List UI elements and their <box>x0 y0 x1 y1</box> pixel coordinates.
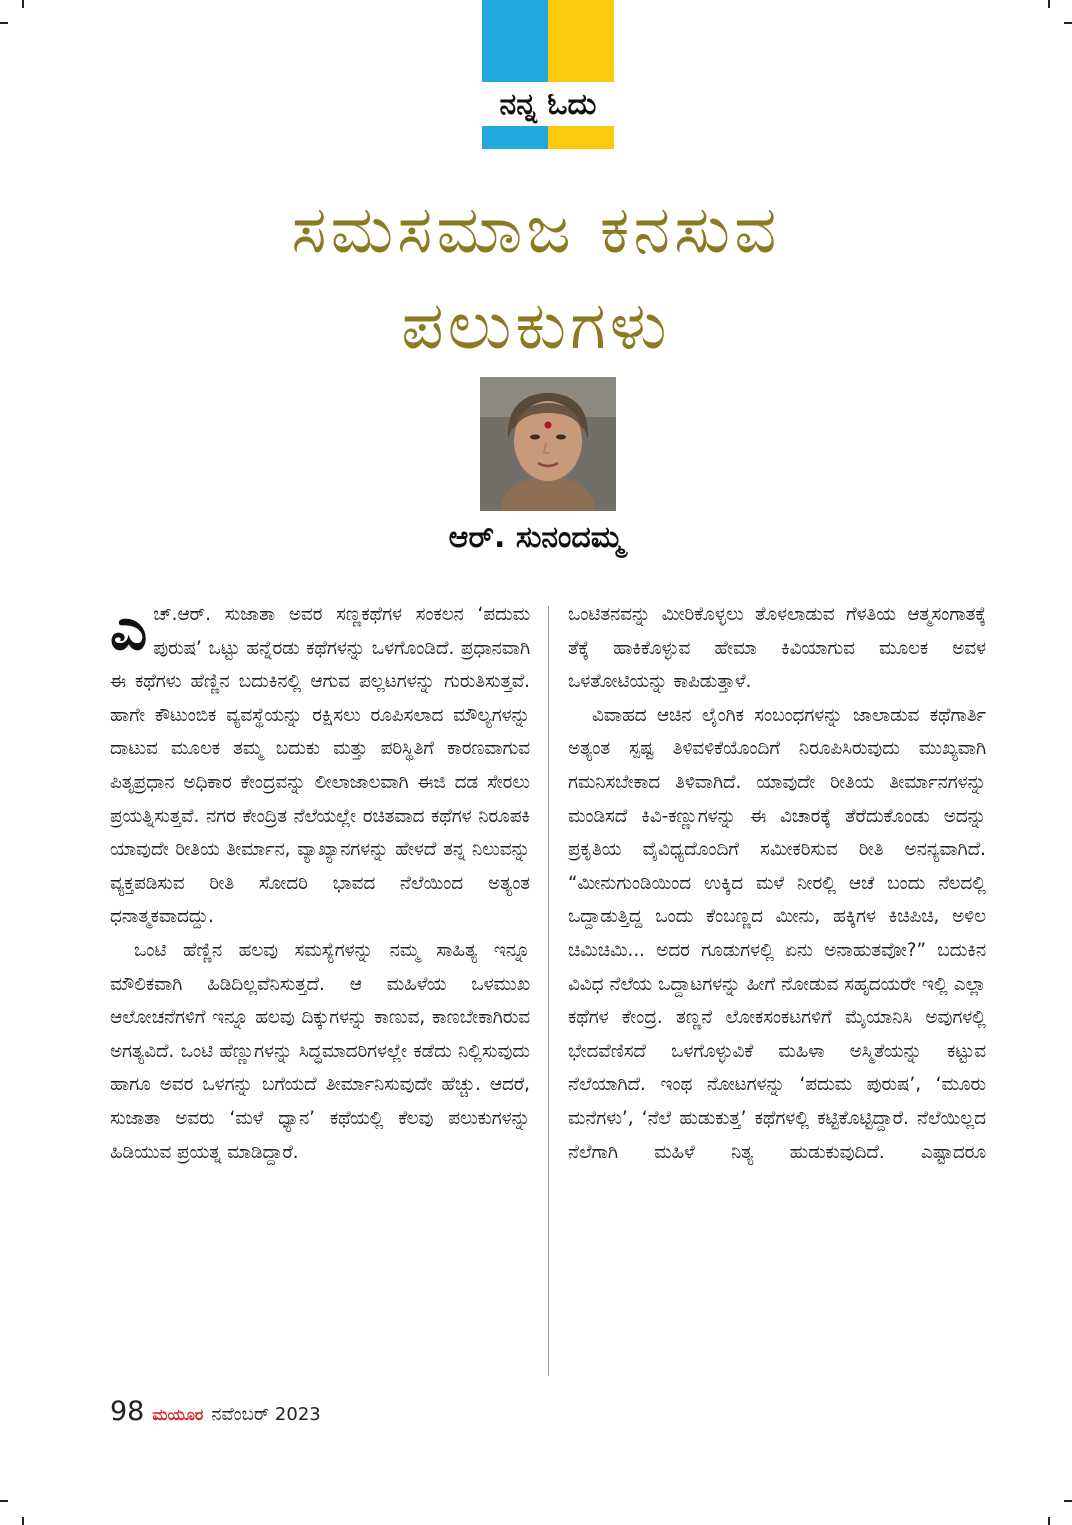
paragraph-text: ಚ್.ಆರ್. ಸುಜಾತಾ ಅವರ ಸಣ್ಣಕಥೆಗಳ ಸಂಕಲನ ‘ಪದುಮ ಪುರುಷ’ ಒಟ್ಟು ಹನ್ನೆರಡು ಕಥೆಗಳನ್ನು ಒಳಗೊಂಡಿದೆ. ಪ್ರಧಾನವಾಗಿ ಈ ಕಥೆಗಳು ಹೆಣ್ಣಿನ ಬದುಕಿನಲ್ಲಿ ಆಗುವ ಪಲ್ಲಟಗಳನ್ನು ಗುರುತಿಸುತ್ತವೆ. ಹಾಗೇ ಕೌಟುಂಬಿಕ ವ್ಯವಸ್ಥೆಯನ್ನು ರಕ್ಷಿಸಲು ರೂಪಿಸಲಾದ ಮೌಲ್ಯಗಳನ್ನು ದಾಟುವ ಮೂಲಕ ತಮ್ಮ ಬದುಕು ಮತ್ತು ಪರಿಸ್ಥಿತಿಗೆ ಕಾರಣವಾಗುವ ಪಿತೃಪ್ರಧಾನ ಅಧಿಕಾರ ಕೇಂದ್ರವನ್ನು ಲೀಲಾಜಾಲವಾಗಿ ಈಜಿ ದಡ ಸೇರಲು ಪ್ರಯತ್ನಿಸುತ್ತವೆ. ನಗರ ಕೇಂದ್ರಿತ ನೆಲೆಯಲ್ಲೇ ರಚಿತವಾದ ಕಥೆಗಳ ನಿರೂಪಕಿ ಯಾವುದೇ ರೀತಿಯ ತೀರ್ಮಾನ, ವ್ಯಾಖ್ಯಾನಗಳನ್ನು ಹೇಳದೆ ತನ್ನ ನಿಲುವನ್ನು ವ್ಯಕ್ತಪಡಿಸುವ ರೀತಿ ಸೋದರಿ ಭಾವದ ನೆಲೆಯಿಂದ ಅತ್ಯಂತ ಧನಾತ್ಮಕವಾದದ್ದು. <box>110 604 530 928</box>
body-column-left <box>110 595 530 1169</box>
paragraph <box>568 699 986 1169</box>
crop-mark <box>0 1500 8 1502</box>
section-logo-text: ನನ್ನ ಓದು <box>499 86 597 122</box>
crop-mark <box>22 0 24 8</box>
drop-cap: ಎ <box>110 595 148 663</box>
logo-block-blue-bottom <box>482 126 548 149</box>
magazine-name: ಮಯೂರ <box>152 1405 204 1424</box>
paragraph <box>110 934 530 1169</box>
logo-block-yellow <box>548 0 614 82</box>
logo-block-blue <box>482 0 548 82</box>
page-footer <box>110 1396 321 1428</box>
author-photo <box>480 377 616 511</box>
article-title <box>120 182 952 374</box>
paragraph <box>110 595 530 934</box>
page-number: 98 <box>110 1396 145 1427</box>
article-title-line-2: ಪಲುಕುಗಳು <box>401 287 671 364</box>
article-title-line-1: ಸಮಸಮಾಜ ಕನಸುವ <box>291 191 781 268</box>
crop-mark <box>1064 1500 1072 1502</box>
crop-mark <box>1048 1517 1050 1525</box>
paragraph-text: ವಿವಾಹದ ಆಚಿನ ಲೈಂಗಿಕ ಸಂಬಂಧಗಳನ್ನು ಜಾಲಾಡುವ ಕಥೆಗಾರ್ತಿ ಅತ್ಯಂತ ಸ್ಪಷ್ಟ ತಿಳಿವಳಿಕೆಯೊಂದಿಗೆ ನಿರೂಪಿಸಿರುವುದು ಮುಖ್ಯವಾಗಿ ಗಮನಿಸಬೇಕಾದ ತಿಳಿವಾಗಿದೆ. ಯಾವುದೇ ರೀತಿಯ ತೀರ್ಮಾನಗಳನ್ನು ಮಂಡಿಸದೆ ಕಿವಿ-ಕಣ್ಣುಗಳನ್ನು ಈ ವಿಚಾರಕ್ಕೆ ತೆರೆದುಕೊಂಡು ಅದನ್ನು ಪ್ರಕೃತಿಯ ವೈವಿಧ್ಯದೊಂದಿಗೆ ಸಮೀಕರಿಸುವ ರೀತಿ ಅನನ್ಯವಾಗಿದೆ. “ಮೀನುಗುಂಡಿಯಿಂದ ಉಕ್ಕಿದ ಮಳೆ ನೀರಲ್ಲಿ ಆಚೆ ಬಂದು ನೆಲದಲ್ಲಿ ಒದ್ದಾಡುತ್ತಿದ್ದ ಒಂದು ಕೆಂಬಣ್ಣದ ಮೀನು, ಹಕ್ಕಿಗಳ ಕಿಚಿಪಿಚಿ, ಅಳಿಲ ಚಿಮಿಚಿಮಿ... ಅದರ ಗೂಡುಗಳಲ್ಲಿ ಏನು ಅನಾಹುತವೋ?” ಬದುಕಿನ ವಿವಿಧ ನೆಲೆಯ ಒದ್ದಾಟಗಳನ್ನು ಹೀಗೆ ನೋಡುವ ಸಹೃದಯರೇ ಇಲ್ಲಿ ಎಲ್ಲಾ ಕಥೆಗಳ ಕೇಂದ್ರ. ತಣ್ಣನೆ ಲೋಕಸಂಕಟಗಳಿಗೆ ಮೈಯಾನಿಸಿ ಅವುಗಳಲ್ಲಿ ಭೇದವೆಣಿಸದೆ ಒಳಗೊಳ್ಳುವಿಕೆ ಮಹಿಳಾ ಅಸ್ಮಿತೆಯನ್ನು ಕಟ್ಟುವ ನೆಲೆಯಾಗಿದೆ. ಇಂಥ ನೋಟಗಳನ್ನು ‘ಪದುಮ ಪುರುಷ’, ‘ಮೂರು ಮನೆಗಳು’, ‘ನೆಲೆ ಹುಡುಕುತ್ತ’ ಕಥೆಗಳಲ್ಲಿ ಕಟ್ಟಿಕೊಟ್ಟಿದ್ದಾರೆ. ನೆಲೆಯಿಲ್ಲದ ನೆಲೆಗಾಗಿ ಮಹಿಳೆ ನಿತ್ಯ ಹುಡುಕುವುದಿದೆ. ಎಷ್ಟಾದರೂ <box>568 704 986 1163</box>
logo-block-yellow-bottom <box>548 126 614 149</box>
crop-mark <box>1064 22 1072 24</box>
column-divider <box>548 606 549 1376</box>
issue-date: ನವೆಂಬರ್ 2023 <box>211 1404 321 1425</box>
crop-mark <box>1048 0 1050 8</box>
body-column-right <box>568 598 986 1169</box>
paragraph <box>568 598 986 699</box>
author-name: ಆರ್. ಸುನಂದಮ್ಮ <box>448 520 624 555</box>
section-logo <box>482 0 614 149</box>
paragraph-text: ಒಂಟಿ ಹೆಣ್ಣಿನ ಹಲವು ಸಮಸ್ಯೆಗಳನ್ನು ನಮ್ಮ ಸಾಹಿತ್ಯ ಇನ್ನೂ ಮೌಲಿಕವಾಗಿ ಹಿಡಿದಿಲ್ಲವೆನಿಸುತ್ತದೆ. ಆ ಮಹಿಳೆಯ ಒಳಮುಖ ಆಲೋಚನೆಗಳಿಗೆ ಇನ್ನೂ ಹಲವು ದಿಕ್ಕುಗಳನ್ನು ಕಾಣುವ, ಕಾಣಬೇಕಾಗಿರುವ ಅಗತ್ಯವಿದೆ. ಒಂಟಿ ಹೆಣ್ಣುಗಳನ್ನು ಸಿದ್ಧಮಾದರಿಗಳಲ್ಲೇ ಕಡೆದು ನಿಲ್ಲಿಸುವುದು ಹಾಗೂ ಅವರ ಒಳಗನ್ನು ಬಗೆಯದೆ ತೀರ್ಮಾನಿಸುವುದೇ ಹೆಚ್ಚು. ಆದರೆ, ಸುಜಾತಾ ಅವರು ‘ಮಳೆ ಧ್ಯಾನ’ ಕಥೆಯಲ್ಲಿ ಕೆಲವು ಪಲುಕುಗಳನ್ನು ಹಿಡಿಯುವ ಪ್ರಯತ್ನ ಮಾಡಿದ್ದಾರೆ. <box>110 939 530 1163</box>
crop-mark <box>22 1517 24 1525</box>
crop-mark <box>0 22 8 24</box>
author-portrait-image <box>480 377 616 511</box>
paragraph-text: ಒಂಟಿತನವನ್ನು ಮೀರಿಕೊಳ್ಳಲು ತೊಳಲಾಡುವ ಗೆಳತಿಯ ಆತ್ಮಸಂಗಾತಕ್ಕೆ ತೆಕ್ಕೆ ಹಾಕಿಕೊಳ್ಳುವ ಹೇಮಾ ಕಿವಿಯಾಗುವ ಮೂಲಕ ಅವಳ ಒಳತೋಟಿಯನ್ನು ಕಾಪಿಡುತ್ತಾಳೆ. <box>568 604 986 693</box>
